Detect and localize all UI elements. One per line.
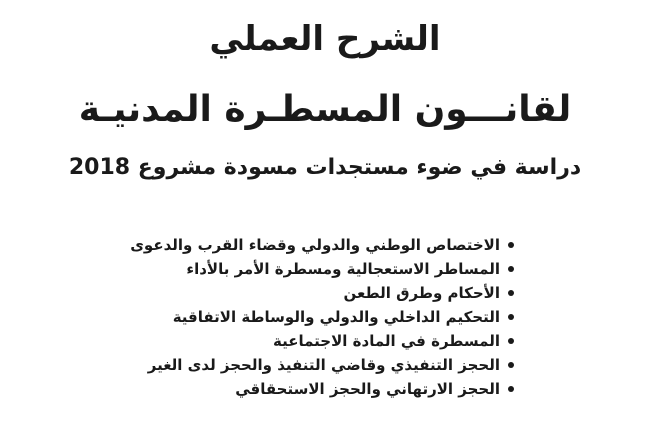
book-subtitle: لقانـــون المسطـرة المدنيـة <box>78 89 572 130</box>
list-item-label: الحجز الارتهاني والحجز الاستحقاقي <box>235 380 500 398</box>
bullet-icon <box>508 386 514 392</box>
bullet-icon <box>508 362 514 368</box>
list-item-label: المسطرة في المادة الاجتماعية <box>273 332 500 350</box>
list-item <box>124 305 514 329</box>
list-item <box>124 281 514 305</box>
list-item <box>124 329 514 353</box>
list-item-label: الأحكام وطرق الطعن <box>343 284 500 302</box>
list-item <box>124 353 514 377</box>
topics-list <box>124 233 514 401</box>
bullet-icon <box>508 338 514 344</box>
book-title: الشرح العملي <box>209 19 441 59</box>
list-item <box>124 377 514 401</box>
list-item-label: التحكيم الداخلي والدولي والوساطة الاتفاقية <box>172 308 500 326</box>
bullet-icon <box>508 266 514 272</box>
bullet-icon <box>508 242 514 248</box>
list-item <box>124 233 514 257</box>
bullet-icon <box>508 290 514 296</box>
list-item-label: الحجز التنفيذي وقاضي التنفيذ والحجز لدى الغير <box>147 356 500 374</box>
list-item-label: الاختصاص الوطني والدولي وقضاء القرب والدعوى <box>130 236 500 254</box>
bullet-icon <box>508 314 514 320</box>
list-item <box>124 257 514 281</box>
book-tagline: دراسة في ضوء مستجدات مسودة مشروع 2018 <box>68 155 582 180</box>
list-item-label: المساطر الاستعجالية ومسطرة الأمر بالأداء <box>186 260 500 278</box>
